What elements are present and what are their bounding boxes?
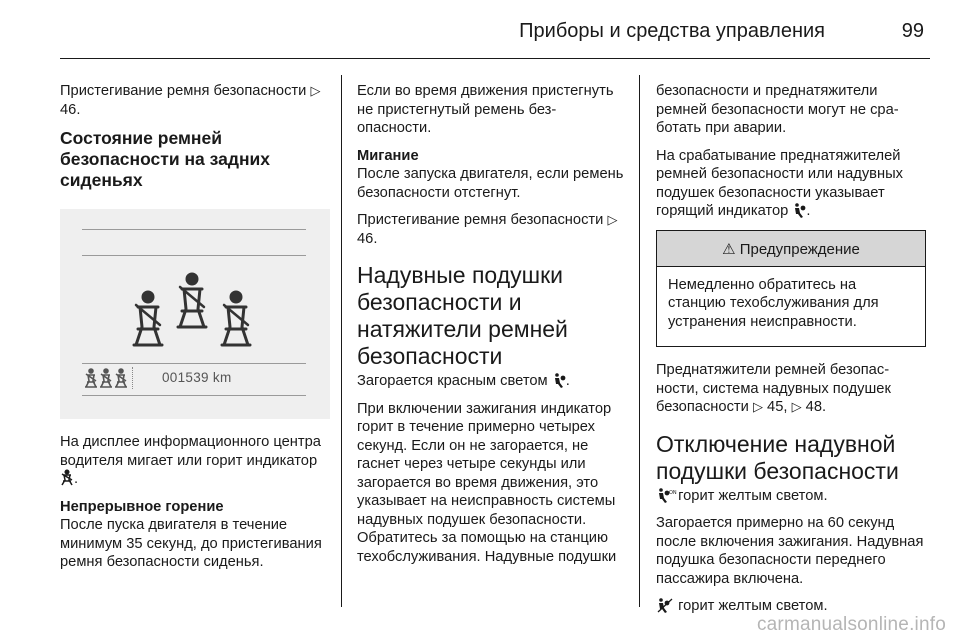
paragraph-60-seconds: Загорается примерно на 60 секунд после включения зажигания. Надувная подушка безопасности переднего пассажира включена. [656,515,924,587]
header-rule [60,58,930,59]
page-ref[interactable]: 46. [60,101,81,118]
page-number: 99 [901,20,924,42]
paragraph-indicator: На дисплее информационного центра водителя мигает или горит индикатор . [60,434,321,487]
warning-box [656,230,926,348]
section-heading-airbags: Надувные подушки безопасности и натяжители ремней безопасности [357,262,568,369]
display-rule [82,255,306,256]
column-divider-2 [639,75,640,607]
airbag-on-indicator-icon [657,488,677,503]
subheading-continuous: Непрерывное горение [60,498,224,515]
paragraph-flashing: Мигание После запуска двигателя, если ремень безопасности отстегнут. [357,147,624,201]
warning-header [657,231,925,267]
paragraph-yellow-on: ON горит желтым светом. [656,487,926,506]
warning-triangle-icon: ⚠ [722,240,736,258]
page-ref[interactable]: 46. [357,230,378,247]
odometer-reading: 001539 km [162,370,232,385]
paragraph-red-light: Загорается красным светом . [357,373,570,389]
warning-text: Немедленно обратитесь на станцию техобслуживания для устранения неисправности. [668,276,879,330]
reference-arrow-icon: ▷ [791,399,802,414]
display-illustration [60,209,330,419]
display-separator [132,367,134,389]
reference-arrow-icon: ▷ [310,83,321,98]
airbag-off-indicator-icon [657,598,673,613]
subheading-flashing: Мигание [357,147,419,164]
display-top-rule [82,229,306,230]
paragraph-yellow-off: горит желтым светом. [656,597,926,616]
paragraph-continuous: Непрерывное горение После пуска двигателя в течение минимум 35 секунд, до пристегивания ремня безопасности сиденья. [60,498,330,572]
reference-arrow-icon: ▷ [752,399,763,414]
paragraph-ignition: При включении зажигания индикатор горит в течение примерно четырех секунд. Если он не загорается, не гаснет через четыре секунды или загорается во время движения, это указывает на неисправность системы надувных подушек безопасности. Обратитесь за помощью на станцию техобслуживания. Надувные подушки [357,400,617,565]
page-header [60,0,930,58]
paragraph-pretensioners-ref: Преднатяжители ремней безопасности, система надувных подушек безопасности ▷ 45, ▷ 48. [656,362,891,415]
page-ref[interactable]: 45, [767,399,788,415]
section-heading-rear-belts: Состояние ремней безопасности на задних сиденьях [60,128,271,190]
airbag-indicator-icon [553,373,565,388]
rear-seatbelt-status-icon [122,275,262,355]
column-1 [60,82,330,581]
column-2 [357,82,625,575]
watermark: carmanualsonline.info [756,614,946,635]
seatbelt-indicator-icon [61,470,73,486]
reference-arrow-icon: ▷ [607,212,618,227]
page-ref[interactable]: 48. [805,399,827,415]
section-heading-airbag-off: Отключение надувной подушки безопасности [656,430,899,484]
header-title: Приборы и средства управления [519,20,825,42]
paragraph-trigger: На срабатывание преднатяжителей ремней безопасности или надувных подушек безопасности указывает горящий индикатор . [656,147,903,219]
column-divider-1 [341,75,342,607]
small-seat-icons [84,367,130,389]
airbag-indicator-icon [793,203,805,218]
paragraph-belt-ref: Пристегивание ремня безопасности ▷ 46. [60,83,321,118]
paragraph-continued: безопасности и преднатяжители ремней безопасности могут не сработать при аварии. [656,83,899,136]
display-bottom-rule [82,395,306,396]
warning-title: Предупреждение [739,240,860,258]
paragraph-fasten: Если во время движения пристегнуть не пристегнутый ремень безопасности. [357,83,614,136]
display-rule [82,363,306,364]
column-3 [656,82,926,625]
svg-text:ON: ON [669,489,677,496]
paragraph-belt-ref: Пристегивание ремня безопасности ▷ 46. [357,212,618,247]
